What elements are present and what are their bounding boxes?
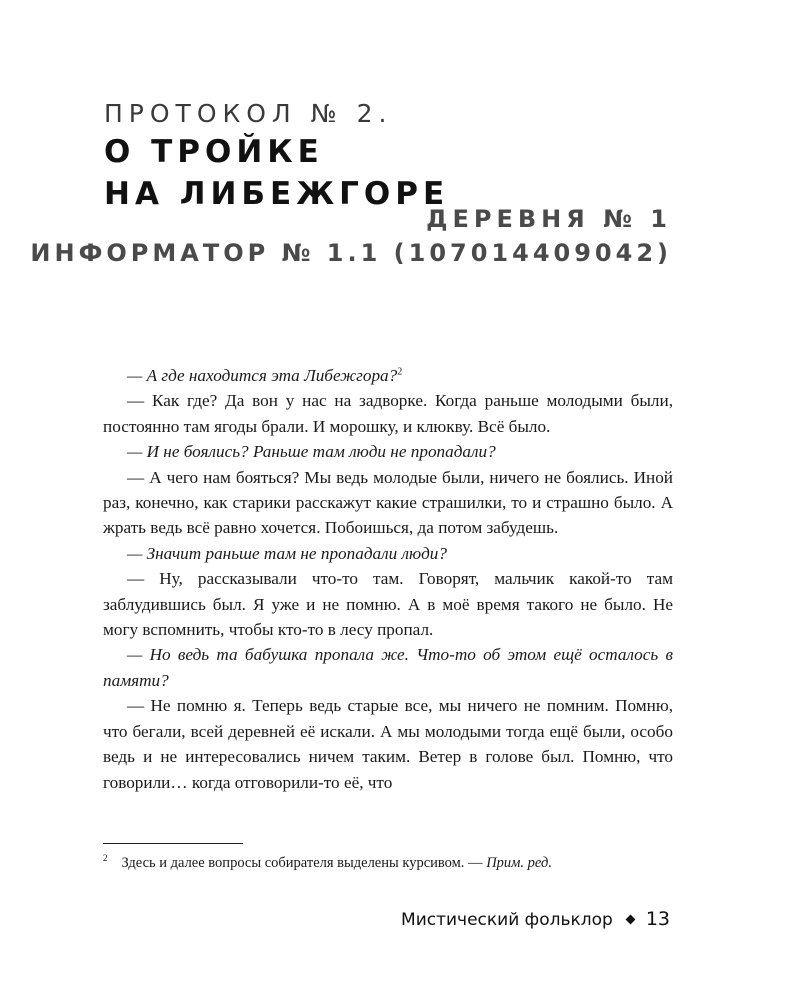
chapter-subheading bbox=[30, 202, 672, 270]
diamond-separator-icon bbox=[625, 914, 635, 924]
question-paragraph: — Значит раньше там не пропадали люди? bbox=[127, 543, 447, 563]
footnote-reference[interactable]: 2 bbox=[397, 366, 403, 378]
chapter-title-line-1: О ТРОЙКЕ bbox=[104, 134, 324, 170]
footnote-editor-note: Прим. ред. bbox=[486, 854, 552, 871]
footnote-divider bbox=[103, 843, 243, 844]
village-label: ДЕРЕВНЯ № 1 bbox=[426, 205, 672, 233]
answer-paragraph: — А чего нам бояться? Мы ведь молодые были, ничего не боялись. Иной раз, конечно, как старики расскажут какие страшилки, то и страшно было. А жрать ведь всё равно хочется. Побоишься, да потом забудешь. bbox=[103, 467, 673, 538]
question-paragraph: — Но ведь та бабушка пропала же. Что-то об этом ещё осталось в памяти? bbox=[103, 645, 673, 690]
answer-paragraph: — Как где? Да вон у нас на задворке. Когда раньше молодыми были, постоянно там ягоды брали. И морошку, и клюкву. Всё было. bbox=[103, 391, 673, 436]
chapter-title-line-2: НА ЛИБЕЖГОРЕ bbox=[104, 176, 450, 212]
body-text bbox=[103, 363, 673, 795]
protocol-number: ПРОТОКОЛ № 2. bbox=[104, 99, 393, 128]
running-footer bbox=[401, 908, 670, 930]
question-paragraph: — И не боялись? Раньше там люди не пропадали? bbox=[127, 442, 496, 462]
paragraph-text: — А где находится эта Либежгора? bbox=[127, 366, 398, 385]
informant-label: ИНФОРМАТОР № 1.1 (107014409042) bbox=[30, 239, 672, 267]
footnote-text: Здесь и далее вопросы собирателя выделены курсивом. — bbox=[121, 854, 483, 871]
footnote bbox=[103, 848, 673, 873]
chapter-heading bbox=[104, 97, 449, 215]
question-paragraph bbox=[103, 363, 673, 388]
answer-paragraph: — Ну, рассказывали что-то там. Говорят, мальчик какой-то там заблудившись был. Я уже и не помню. А в моё время такого не было. Не могу вспомнить, чтобы кто-то в лесу пропал. bbox=[103, 569, 673, 640]
answer-paragraph: — Не помню я. Теперь ведь старые все, мы ничего не помним. Помню, что бегали, всей деревней её искали. А мы молодыми тогда ещё были, особо ведь и не интересовались ничем таким. Ветер в голове был. Помню, что говорили… когда отговорили-то её, что bbox=[103, 696, 673, 792]
footnote-number: 2 bbox=[103, 853, 108, 863]
book-title: Мистический фольклор bbox=[401, 910, 613, 930]
page-number: 13 bbox=[645, 908, 670, 930]
